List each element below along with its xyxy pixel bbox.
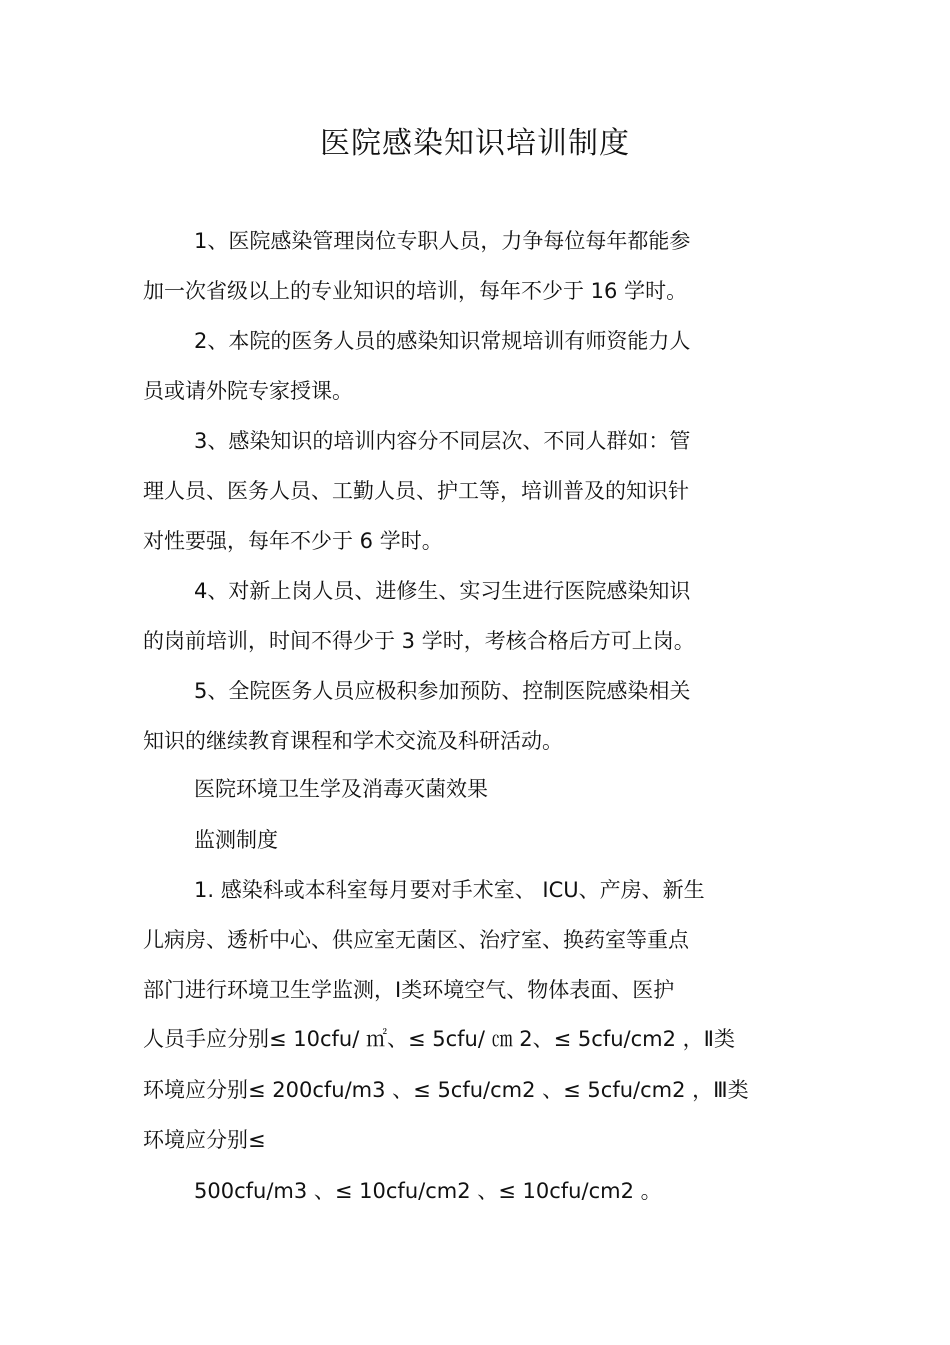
paragraph-line: 4、对新上岗人员、进修生、实习生进行医院感染知识: [194, 579, 691, 603]
paragraph-line: 的岗前培训，时间不得少于 3 学时，考核合格后方可上岗。: [143, 629, 695, 653]
paragraph-line: 1. 感染科或本科室每月要对手术室、 ICU、产房、新生: [194, 878, 705, 902]
paragraph-line: 5、全院医务人员应极积参加预防、控制医院感染相关: [194, 679, 691, 703]
paragraph-line: 理人员、医务人员、工勤人员、护工等，培训普及的知识针: [143, 479, 689, 503]
paragraph-line: 500cfu/m3 、≤ 10cfu/cm2 、≤ 10cfu/cm2 。: [194, 1179, 662, 1203]
paragraph-line: 员或请外院专家授课。: [143, 379, 353, 403]
section-heading: 监测制度: [194, 828, 278, 852]
paragraph-line: 人员手应分别≤ 10cfu/ ㎡、≤ 5cfu/ ㎝ 2、≤ 5cfu/cm2 ，Ⅱ类: [143, 1027, 735, 1051]
paragraph-line: 对性要强，每年不少于 6 学时。: [143, 529, 443, 553]
paragraph-line: 儿病房、透析中心、供应室无菌区、治疗室、换药室等重点: [143, 928, 689, 952]
paragraph-line: 知识的继续教育课程和学术交流及科研活动。: [143, 729, 563, 753]
paragraph-line: 环境应分别≤ 200cfu/m3 、≤ 5cfu/cm2 、≤ 5cfu/cm2 ，Ⅲ类: [143, 1078, 749, 1102]
paragraph-line: 加一次省级以上的专业知识的培训，每年不少于 16 学时。: [143, 279, 688, 303]
paragraph-line: 环境应分别≤: [143, 1128, 266, 1152]
paragraph-line: 1、医院感染管理岗位专职人员，力争每位每年都能参: [194, 229, 691, 253]
paragraph-line: 3、感染知识的培训内容分不同层次、不同人群如：管: [194, 429, 691, 453]
document-title: 医院感染知识培训制度: [320, 126, 630, 161]
section-heading: 医院环境卫生学及消毒灭菌效果: [194, 777, 488, 801]
paragraph-line: 2、本院的医务人员的感染知识常规培训有师资能力人: [194, 329, 691, 353]
paragraph-line: 部门进行环境卫生学监测，Ⅰ类环境空气、物体表面、医护: [143, 978, 675, 1002]
